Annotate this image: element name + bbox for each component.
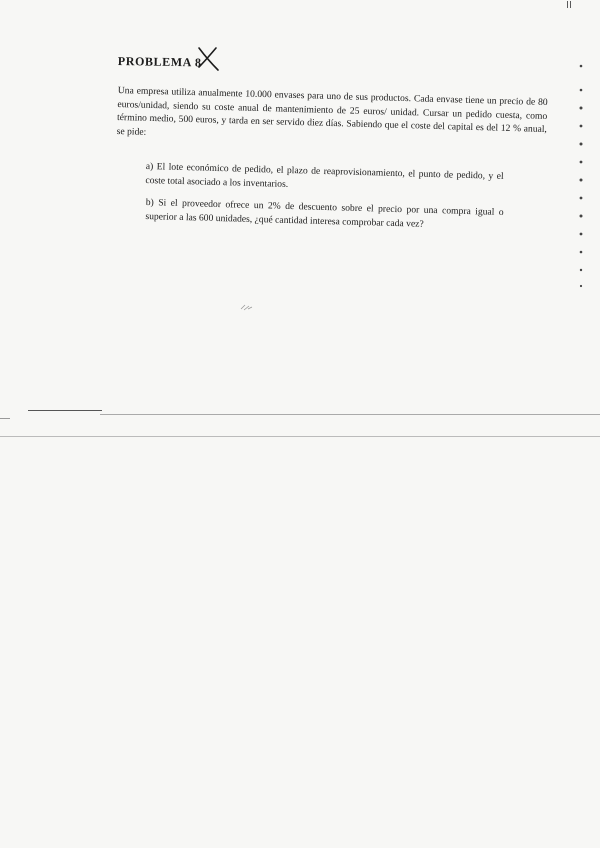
- problem-statement: Una empresa utiliza anualmente 10.000 envases para uno de sus productos. Cada envase tiene un precio de 80 euros/unidad, siendo su coste anual de mantenimiento de 25 euros/ unidad. Cursar un pedido cuesta, como término medio, 500 euros, y tarda en ser servido diez días. Sabiendo que el coste del capital es del 12 % anual, se pide:: [116, 84, 548, 138]
- scan-edge-line: [28, 410, 102, 411]
- question-b: b) Si el proveedor ofrece un 2% de descuento sobre el precio por una compra igual o superior a las 600 unidades, ¿qué cantidad interesa comprobar cada vez?: [145, 196, 504, 230]
- x-mark-icon: [196, 46, 220, 72]
- problem-title: PROBLEMA 8: [117, 54, 202, 70]
- scan-edge-line: [100, 414, 600, 415]
- scan-edge-line: [0, 418, 10, 419]
- ink-smudge: [240, 302, 254, 312]
- margin-hole-marks: [576, 60, 586, 290]
- corner-mark: II: [566, 0, 572, 11]
- question-a: a) El lote económico de pedido, el plazo de reaprovisionamiento, el punto de pedido, y el coste total asociado a los inventarios.: [145, 160, 504, 190]
- scan-edge-line: [0, 436, 600, 437]
